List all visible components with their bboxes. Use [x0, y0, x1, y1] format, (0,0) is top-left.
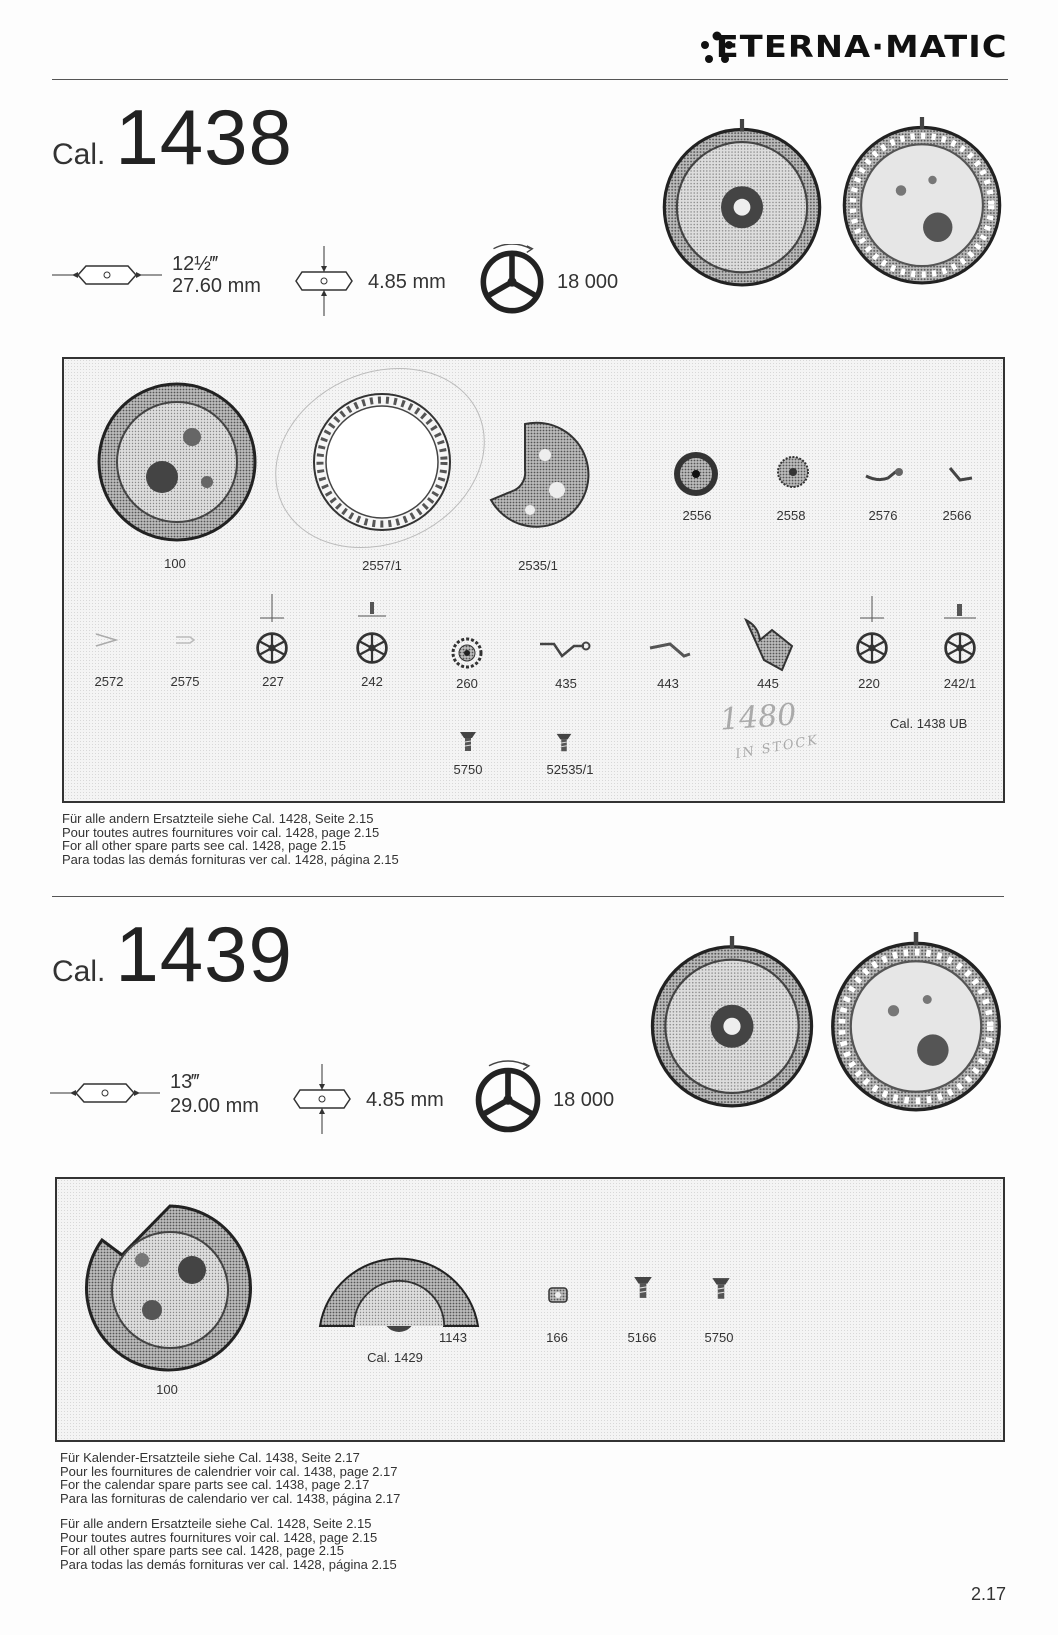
part-445-label: 445	[757, 676, 779, 691]
note-line: Para todas las demás fornituras ver cal. 1428, página 2.15	[62, 851, 399, 867]
part-100-image	[82, 1200, 258, 1380]
part-2572-image	[94, 632, 120, 648]
part-5750-label: 5750	[704, 1330, 734, 1345]
note-line: For all other spare parts see cal. 1428, page 2.15	[62, 838, 347, 853]
part-5750-label: 5750	[453, 762, 483, 777]
part-2535-label: 2535/1	[518, 558, 558, 573]
balance-wheel-icon	[475, 244, 549, 320]
diameter-value: 29.00 mm	[170, 1095, 259, 1117]
part-2535-image	[485, 420, 593, 540]
part-166-image	[547, 1286, 569, 1304]
note-line: Pour les fournitures de calendrier voir cal. 1438, page 2.17	[60, 1463, 398, 1479]
part-2556-label: 2556	[682, 508, 712, 523]
movement-dial-side-photo	[826, 924, 1006, 1120]
part-2576-image	[864, 464, 906, 486]
part-1143-image	[314, 1236, 484, 1340]
part-52535-label: 52535/1	[546, 762, 594, 777]
part-443-image	[648, 640, 692, 664]
cal-1439-other-notes	[60, 1517, 397, 1571]
height-icon	[294, 246, 354, 316]
part-242-image	[352, 600, 392, 670]
part-2556-image	[672, 450, 720, 498]
part-100-image	[92, 382, 262, 544]
note-line: Für Kalender-Ersatzteile siehe Cal. 1438, Seite 2.17	[60, 1450, 360, 1465]
cal-prefix: Cal.	[52, 955, 106, 988]
note-line: For the calendar spare parts see cal. 1438, page 2.17	[60, 1477, 370, 1492]
part-435-label: 435	[555, 676, 577, 691]
height-value: 4.85 mm	[366, 1089, 444, 1111]
note-line: Para las fornituras de calendario ver cal. 1438, página 2.17	[60, 1490, 401, 1506]
part-52535-image	[554, 732, 574, 754]
note-line: Pour toutes autres fournitures voir cal. 1428, page 2.15	[62, 824, 380, 840]
frequency-value: 18 000	[557, 271, 619, 293]
note-line: For all other spare parts see cal. 1428, page 2.15	[60, 1543, 345, 1558]
balance-wheel-icon	[470, 1060, 546, 1140]
diameter-icon	[52, 262, 162, 288]
part-2558-image	[776, 455, 810, 489]
page-number: 2.17	[970, 1584, 1006, 1604]
part-435-image	[538, 638, 592, 664]
part-220-image	[852, 596, 892, 670]
height-icon	[292, 1064, 352, 1134]
part-227-image	[252, 594, 292, 670]
cal-1438-heading	[52, 92, 293, 183]
cal-1439-calendar-notes	[60, 1451, 400, 1505]
section-divider	[52, 896, 1004, 897]
part-2575-image	[174, 634, 196, 646]
part-2572-label: 2572	[94, 674, 124, 689]
note-line: Für alle andern Ersatzteile siehe Cal. 1428, Seite 2.15	[62, 811, 374, 826]
part-445-image	[742, 616, 798, 674]
part-100-label: 100	[156, 1382, 178, 1397]
part-2557-image	[270, 360, 500, 550]
size-lignes: 12½‴	[172, 253, 219, 275]
cal-prefix: Cal.	[52, 138, 106, 171]
header-divider	[52, 79, 1008, 80]
note-line: Pour toutes autres fournitures voir cal. 1428, page 2.15	[60, 1529, 378, 1545]
variant-label: Cal. 1438 UB	[890, 716, 968, 731]
part-2576-label: 2576	[868, 508, 898, 523]
cal-number: 1438	[115, 93, 293, 181]
part-242-label: 242	[361, 674, 383, 689]
height-value: 4.85 mm	[368, 271, 446, 293]
part-2566-label: 2566	[942, 508, 972, 523]
part-5750-image	[458, 730, 478, 754]
cal-1439-heading	[52, 909, 293, 1000]
part-2558-label: 2558	[776, 508, 806, 523]
size-lignes: 13‴	[170, 1071, 200, 1093]
part-cal-1429-label: Cal. 1429	[367, 1350, 423, 1365]
movement-rotor-side-photo	[646, 924, 818, 1120]
cal-number: 1439	[115, 910, 293, 998]
note-line: Para todas las demás fornituras ver cal. 1428, página 2.15	[60, 1556, 397, 1572]
diameter-icon	[50, 1080, 160, 1106]
movement-rotor-side-photo	[658, 108, 826, 298]
part-5166-label: 5166	[627, 1330, 657, 1345]
cal-1438-notes	[62, 812, 399, 866]
part-2566-image	[948, 464, 976, 486]
part-1143-label: 1143	[439, 1330, 467, 1345]
part-260-label: 260	[456, 676, 478, 691]
part-242-1-image	[940, 602, 980, 670]
handwritten-note: IN STOCK	[734, 732, 821, 763]
part-100-label: 100	[164, 556, 186, 571]
part-5750-image	[710, 1276, 732, 1302]
movement-dial-side-photo	[838, 104, 1006, 298]
handwritten-number: 1480	[718, 697, 798, 738]
part-260-image	[450, 636, 484, 670]
part-220-label: 220	[858, 676, 880, 691]
note-line: Für alle andern Ersatzteile siehe Cal. 1428, Seite 2.15	[60, 1516, 372, 1531]
part-166-label: 166	[546, 1330, 568, 1345]
part-242-1-label: 242/1	[943, 676, 977, 691]
diameter-value: 27.60 mm	[172, 275, 261, 297]
part-443-label: 443	[657, 676, 679, 691]
brand-header	[699, 30, 1008, 65]
part-5166-image	[632, 1274, 654, 1302]
brand-name: ETERNA·MATIC	[716, 30, 1008, 65]
part-227-label: 227	[262, 674, 284, 689]
part-2575-label: 2575	[170, 674, 200, 689]
part-2557-label: 2557/1	[362, 558, 402, 573]
frequency-value: 18 000	[553, 1089, 615, 1111]
